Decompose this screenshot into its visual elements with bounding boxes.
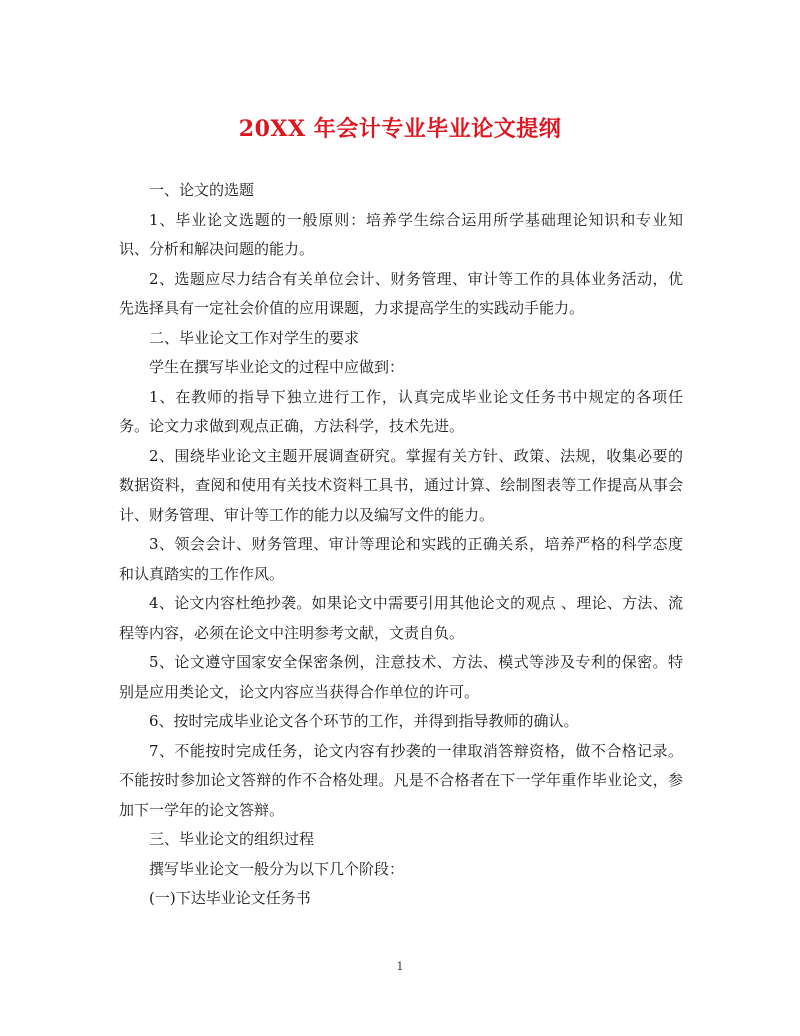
paragraph: 2、围绕毕业论文主题开展调查研究。掌握有关方针、政策、法规，收集必要的数据资料，查阅和使用有关技术资料工具书，通过计算、绘制图表等工作提高从事会计、财务管理、审计等工作的能力以及编写文件的能力。: [119, 446, 683, 524]
document-title: 20XX 年会计专业毕业论文提纲: [238, 116, 562, 142]
paragraph: 1、毕业论文选题的一般原则：培养学生综合运用所学基础理论知识和专业知识、分析和解决问题的能力。: [119, 210, 683, 258]
document-body: [119, 176, 683, 914]
paragraph: 撰写毕业论文一般分为以下几个阶段：: [149, 859, 405, 878]
paragraph: 学生在撰写毕业论文的过程中应做到：: [149, 358, 405, 376]
section-heading-topic-selection: 一、论文的选题: [149, 181, 255, 199]
paragraph: 6、按时完成毕业论文各个环节的工作，并得到指导教师的确认。: [149, 712, 579, 730]
subsection-heading: (一)下达毕业论文任务书: [149, 889, 311, 907]
paragraph: 7、不能按时完成任务，论文内容有抄袭的一律取消答辩资格，做不合格记录。不能按时参加论文答辩的作不合格处理。凡是不合格者在下一学年重作毕业论文，参加下一学年的论文答辩。: [119, 741, 683, 819]
page-number: 1: [396, 960, 404, 973]
paragraph: 5、论文遵守国家安全保密条例，注意技术、方法、模式等涉及专利的保密。特别是应用类论文，论文内容应当获得合作单位的许可。: [119, 653, 683, 701]
section-heading-organization-process: 三、毕业论文的组织过程: [149, 830, 315, 848]
paragraph: 3、领会会计、财务管理、审计等理论和实践的正确关系，培养严格的科学态度和认真踏实的工作作风。: [119, 535, 683, 583]
paragraph: 1、在教师的指导下独立进行工作，认真完成毕业论文任务书中规定的各项任务。论文力求做到观点正确，方法科学，技术先进。: [119, 387, 683, 435]
paragraph: 2、选题应尽力结合有关单位会计、财务管理、审计等工作的具体业务活动，优先选择具有一定社会价值的应用课题，力求提高学生的实践动手能力。: [119, 269, 683, 317]
section-heading-student-requirements: 二、毕业论文工作对学生的要求: [149, 328, 360, 347]
paragraph: 4、论文内容杜绝抄袭。如果论文中需要引用其他论文的观点 、理论、方法、流程等内容，必须在论文中注明参考文献，文责自负。: [119, 594, 683, 642]
